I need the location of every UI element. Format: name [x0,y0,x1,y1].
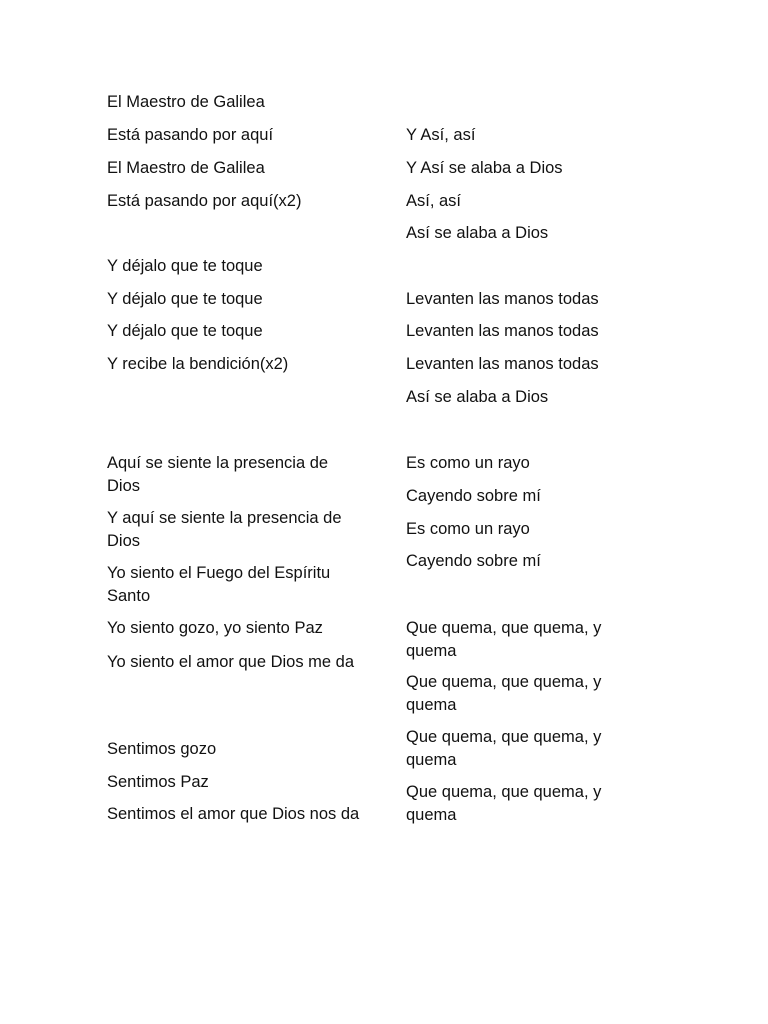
lyric-line: Está pasando por aquí [107,126,274,144]
lyric-line: Levanten las manos todas [406,355,599,373]
lyric-line: Y déjalo que te toque [107,257,263,275]
lyric-line: Y déjalo que te toque [107,290,263,308]
lyric-line: Y recibe la bendición(x2) [107,355,289,373]
lyric-line: Así se alaba a Dios [406,388,549,406]
lyric-line: Cayendo sobre mí [406,487,541,505]
lyric-line: Es como un rayo [406,520,530,538]
lyric-line: El Maestro de Galilea [107,159,265,177]
lyric-line: Y déjalo que te toque [107,322,263,340]
lyric-line: Levanten las manos todas [406,290,599,308]
lyric-line: Y Así se alaba a Dios [406,159,563,177]
lyric-line: Que quema, que quema, y quema [406,619,606,660]
lyric-line: Sentimos gozo [107,740,217,758]
lyric-line: Aquí se siente la presencia de Dios [107,454,333,495]
lyric-line: Que quema, que quema, y quema [406,783,606,824]
lyric-line: Que quema, que quema, y quema [406,673,606,714]
lyric-line: Así, así [406,192,462,210]
lyric-line: Yo siento gozo, yo siento Paz [107,619,323,637]
lyric-line: Yo siento el amor que Dios me da [107,653,355,671]
lyric-line: Es como un rayo [406,454,530,472]
lyric-line: Levanten las manos todas [406,322,599,340]
lyric-line: El Maestro de Galilea [107,93,265,111]
lyric-line: Y Así, así [406,126,476,144]
lyric-line: Sentimos Paz [107,773,209,791]
lyric-line: Sentimos el amor que Dios nos da [107,805,360,823]
lyric-line: Que quema, que quema, y quema [406,728,606,769]
lyric-line: Está pasando por aquí(x2) [107,192,302,210]
lyric-line: Así se alaba a Dios [406,224,549,242]
lyric-line: Cayendo sobre mí [406,552,541,570]
lyric-line: Yo siento el Fuego del Espíritu Santo [107,564,335,605]
lyric-line: Y aquí se siente la presencia de Dios [107,509,347,550]
